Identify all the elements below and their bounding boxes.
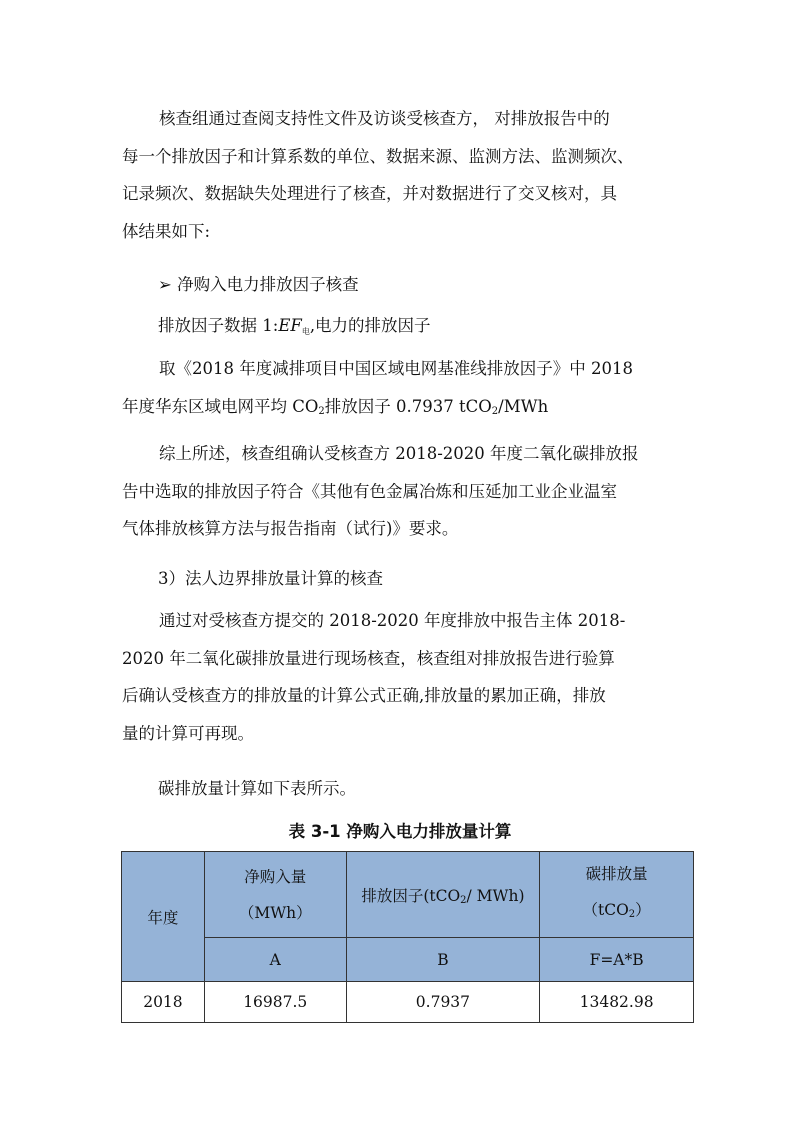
calc-line-3: 后确认受核查方的排放量的计算公式正确,排放量的累加正确，排放	[122, 686, 606, 705]
calc-line-4: 量的计算可再现。	[122, 723, 254, 743]
factor-symbol-sub: 电	[301, 327, 310, 336]
section-heading	[158, 272, 359, 298]
header-year: 年度	[122, 852, 205, 982]
arrow-bullet-icon: ➢	[158, 275, 172, 294]
factor-symbol: EF	[278, 316, 302, 335]
header-emission-factor: 排放因子(tCO$_2$/ MWh)	[346, 852, 540, 938]
table-intro: 碳排放量计算如下表所示。	[158, 779, 356, 798]
header-net-purchase: 净购入量 （MWh）	[204, 852, 346, 938]
subsection-heading: 3）法人边界排放量计算的核查	[158, 569, 383, 588]
factor-prefix: 排放因子数据 1:	[158, 316, 279, 335]
formula-a: A	[204, 938, 346, 982]
header-carbon-emission: 碳排放量 （tCO$_2$）	[540, 852, 694, 938]
conclusion-line-1: 综上所述，核查组确认受核查方 2018-2020 年度二氧化碳排放报	[159, 444, 639, 463]
factor-suffix: ,电力的排放因子	[309, 316, 431, 335]
intro-line-3: 记录频次、数据缺失处理进行了核查，并对数据进行了交叉核对，具	[122, 184, 617, 203]
calc-line-2: 2020 年二氧化碳排放量进行现场核查，核查组对排放报告进行验算	[122, 648, 615, 668]
cell-year: 2018	[122, 982, 205, 1023]
table-row	[122, 982, 694, 1023]
cell-emission-factor: 0.7937	[346, 982, 540, 1023]
conclusion-line-3: 气体排放核算方法与报告指南（试行)》要求。	[122, 519, 459, 538]
intro-line-1: 核查组通过查阅支持性文件及访谈受核查方， 对排放报告中的	[159, 109, 610, 128]
intro-paragraph	[122, 100, 682, 250]
factor-line	[158, 313, 431, 345]
section-heading-text: 净购入电力排放因子核查	[177, 275, 359, 294]
source-line-2: 年度华东区域电网平均 $CO_2$排放因子 0.7937 tCO$_2$/MWh	[122, 396, 549, 417]
emission-table	[121, 851, 694, 1023]
calc-paragraph	[122, 602, 682, 752]
cell-net-purchase: 16987.5	[204, 982, 346, 1023]
table-caption: 表 3-1 净购入电力排放量计算	[288, 822, 512, 841]
conclusion-paragraph	[122, 435, 682, 548]
intro-line-2: 每一个排放因子和计算系数的单位、数据来源、监测方法、监测频次、	[122, 146, 634, 166]
formula-b: B	[346, 938, 540, 982]
cell-carbon-emission: 13482.98	[540, 982, 694, 1023]
conclusion-line-2: 告中选取的排放因子符合《其他有色金属冶炼和压延加工业企业温室	[122, 481, 617, 501]
calc-line-1: 通过对受核查方提交的 2018-2020 年度排放中报告主体 2018-	[159, 611, 626, 630]
table-header-row	[122, 852, 694, 938]
source-line-1: 取《2018 年度减排项目中国区域电网基准线排放因子》中 2018	[159, 359, 633, 378]
formula-f: F=A*B	[540, 938, 694, 982]
intro-line-4: 体结果如下:	[122, 221, 211, 241]
source-paragraph	[122, 350, 682, 430]
table-formula-row	[122, 938, 694, 982]
